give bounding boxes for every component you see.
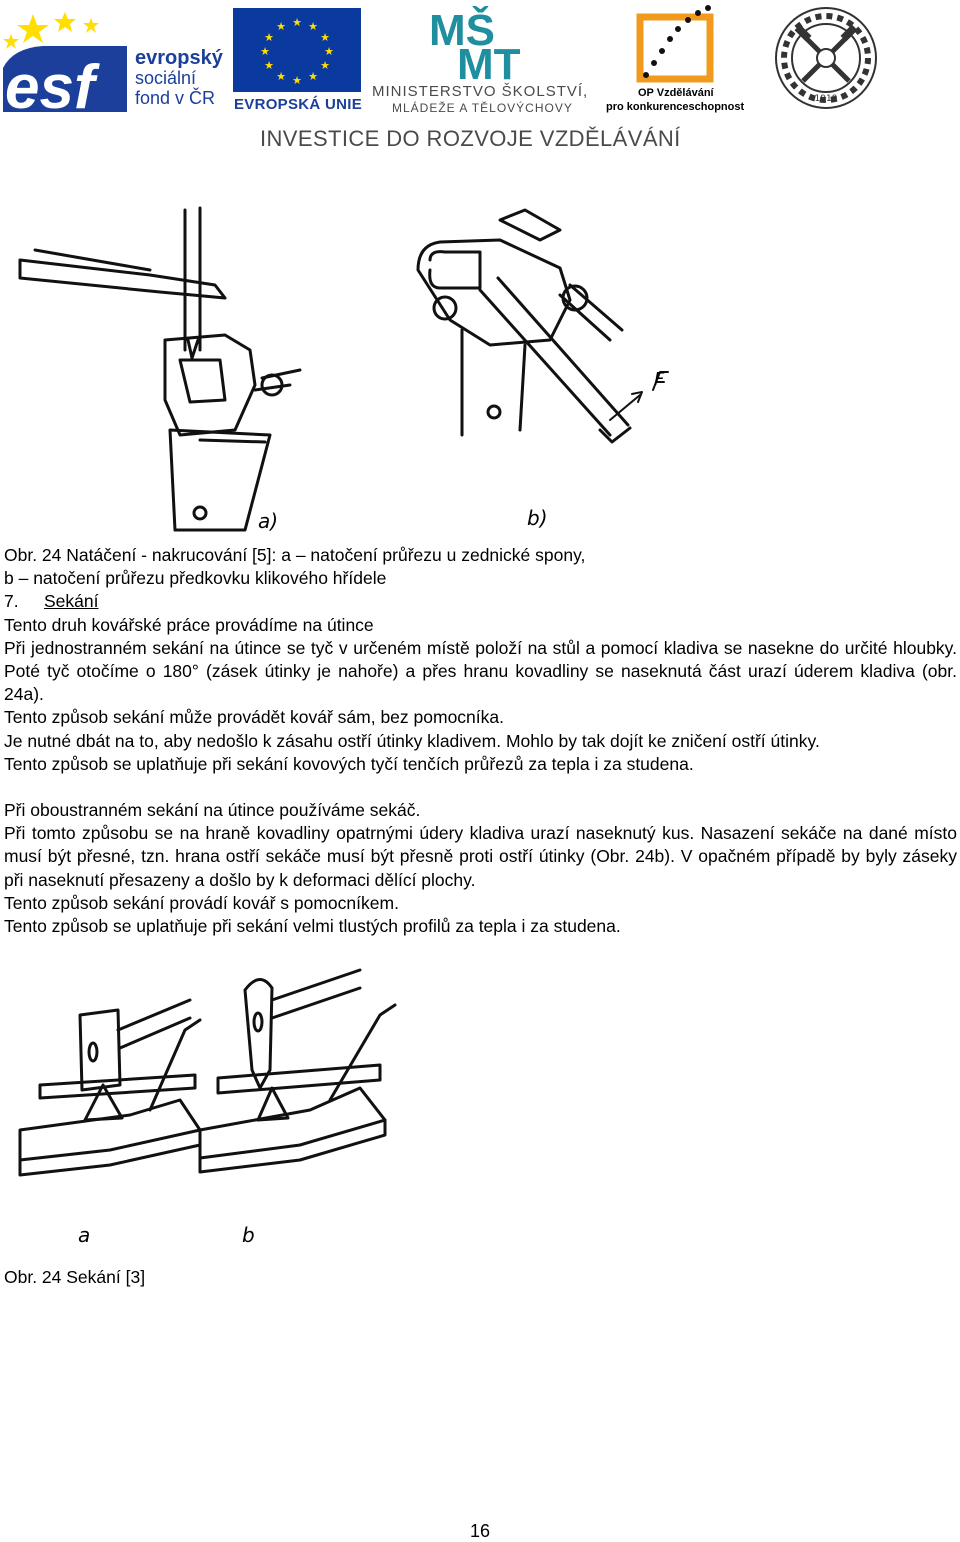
paragraph-1: Tento druh kovářské práce provádíme na útince [4, 614, 374, 635]
svg-text:★: ★ [292, 16, 302, 29]
msmt-logo [372, 5, 597, 115]
figure-2-cutting [0, 960, 420, 1250]
op-emblem [636, 5, 720, 85]
esf-line-1: evropský [135, 47, 223, 69]
paragraph-3: Tento způsob sekání může provádět kovář sám, bez pomocníka. [4, 707, 504, 728]
section-heading [4, 590, 957, 613]
svg-text:★: ★ [276, 20, 286, 33]
figure-2-label-b: b [242, 1223, 255, 1247]
op-line-2: pro konkurenceschopnost [606, 101, 745, 113]
eu-flag-icon [233, 8, 361, 92]
svg-text:★: ★ [260, 45, 270, 58]
figure-2-label-a: a [78, 1223, 91, 1247]
section-title: Sekání [44, 591, 99, 612]
figure-1-force-label: F [654, 369, 665, 390]
op-logo [602, 5, 752, 115]
esf-line-3: fond v ČR [135, 88, 216, 108]
seal-year: 1919 [814, 94, 838, 104]
paragraph-8: Tento způsob sekání provádí kovář s pomocníkem. [4, 892, 399, 913]
eu-logo [233, 8, 363, 112]
svg-text:★: ★ [324, 45, 334, 58]
msmt-line-1: MINISTERSTVO ŠKOLSTVÍ, [372, 83, 589, 100]
eu-label: EVROPSKÁ UNIE [233, 96, 363, 113]
esf-wordmark [135, 48, 223, 108]
svg-text:★: ★ [308, 70, 318, 83]
paragraph-6: Při oboustranném sekání na útince používáme sekáč. [4, 800, 421, 821]
paragraph-4: Je nutné dbát na to, aby nedošlo k zásahu ostří útinky kladivem. Mohlo by tak dojít ke zničení ostří útinky. [4, 730, 820, 751]
figure-1-caption-line-2: b – natočení průřezu předkovku klikového hřídele [4, 568, 387, 589]
svg-text:★: ★ [264, 59, 274, 72]
section-number: 7. [4, 591, 19, 612]
esf-emblem [3, 8, 127, 112]
figure-1-twisting [0, 180, 700, 540]
msmt-emblem [427, 5, 542, 80]
figure-2-caption: Obr. 24 Sekání [3] [4, 1267, 146, 1287]
svg-text:★: ★ [292, 74, 302, 87]
svg-text:★: ★ [320, 59, 330, 72]
page-number: 16 [469, 1521, 491, 1541]
msmt-line-2: MLÁDEŽE A TĚLOVÝCHOVY [392, 101, 573, 115]
svg-text:MŠ: MŠ [429, 6, 495, 55]
figure-2-illustration [0, 960, 420, 1250]
svg-text:★: ★ [308, 20, 318, 33]
figure-1-label-a: a) [258, 509, 279, 533]
svg-text:esf: esf [5, 53, 95, 112]
svg-text:MT: MT [457, 40, 521, 80]
header-logos [0, 0, 960, 160]
figure-1-label-b: b) [527, 506, 548, 530]
text-block-main [4, 544, 957, 938]
figure-1-illustration [0, 180, 700, 540]
paragraph-2: Při jednostranném sekání na útince se tyč v určeném místě položí na stůl a pomocí kladiva se nasekne do určité hloubky. Poté tyč otočíme o 180° (zásek útinky je nahoře) a přes hranu kovadliny se naseknutá část urazí úderem kladiva (obr. 24a). [4, 637, 957, 705]
paragraph-5: Tento způsob se uplatňuje při sekání kovových tyčí tenčích průřezů za tepla i za studena. [4, 753, 694, 774]
paragraph-9: Tento způsob se uplatňuje při sekání velmi tlustých profilů za tepla i za studena. [4, 916, 621, 937]
svg-text:★: ★ [276, 70, 286, 83]
school-seal-logo [773, 5, 879, 111]
paragraph-7: Při tomto způsobu se na hraně kovadliny opatrnými údery kladiva urazí naseknutý kus. Nasazení sekáče na dané místo musí být přesné, tzn. hrana ostří sekáče musí být přesně proti ostří útinky (Obr. 24b). V opačném případě by byly záseky při naseknutí přesazeny a došlo by k deformaci dělící plochy. [4, 823, 957, 890]
svg-text:★: ★ [320, 31, 330, 44]
esf-logo [3, 8, 228, 112]
gear-seal-icon [773, 5, 879, 111]
paragraph-gap [4, 776, 957, 799]
investice-tagline: INVESTICE DO ROZVOJE VZDĚLÁVÁNÍ [260, 126, 681, 151]
figure-1-caption-line-1: Obr. 24 Natáčení - nakrucování [5]: a – natočení průřezu u zednické spony, [4, 545, 586, 565]
op-line-1: OP Vzdělávání [638, 87, 714, 99]
svg-text:★: ★ [264, 31, 274, 44]
esf-line-2: sociální [135, 68, 197, 88]
figure-2-caption-block [4, 1266, 957, 1289]
